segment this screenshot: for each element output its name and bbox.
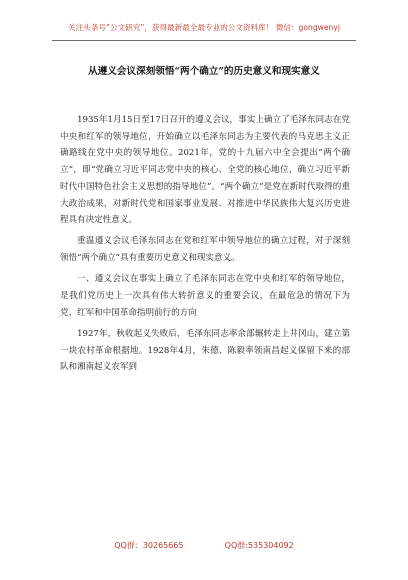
footer: [0, 540, 408, 551]
document-title: 从遵义会议深刻领悟“两个确立”的历史意义和现实意义: [88, 66, 320, 77]
paragraph: 1935年1月15日至17日召开的遵义会议，事实上确立了毛泽东同志在党中央和红军的领导地位，开始确立以毛泽东同志为主要代表的马克思主义正确路线在党中央的领导地位。2021年，党的十九届六中全会提出“两个确立”，即“党确立习近平同志党中央的核心、全党的核心地位，确立习近平新时代中国特色社会主义思想的指导地位”。“两个确立”是党在新时代取得的重大政治成果，对新时代党和国家事业发展、对推进中华民族伟大复兴历史进程具有决定性意义。: [60, 115, 350, 226]
section-heading-paragraph: 一、遵义会议在事实上确立了毛泽东同志在党中央和红军的领导地位，是我们党历史上一次具有伟大转折意义的重要会议，在最危急的情况下为党、红军和中国革命指明前行的方向: [60, 274, 350, 318]
header-promo-note: 关注头条号“公文研究”，获得最新最全最专业的公文资料库！ 微信：gongwenyj: [68, 23, 340, 32]
paragraph: 1927年，秋收起义失败后，毛泽东同志率余部辗转走上井冈山，建立第一块农村革命根据地。1928年4月，朱德、陈毅率领南昌起义保留下来的部队和湘南起义农军到: [60, 328, 350, 373]
footer-qq-group-2: QQ群:535304092: [224, 541, 294, 550]
header-divider: [52, 40, 356, 41]
document-body: [60, 112, 350, 381]
footer-qq-group-1: QQ群：30265665: [114, 541, 184, 550]
paragraph: 重温遵义会议毛泽东同志在党和红军中领导地位的确立过程，对于深刻领悟“两个确立”具有重要历史意义和现实意义。: [60, 236, 350, 264]
